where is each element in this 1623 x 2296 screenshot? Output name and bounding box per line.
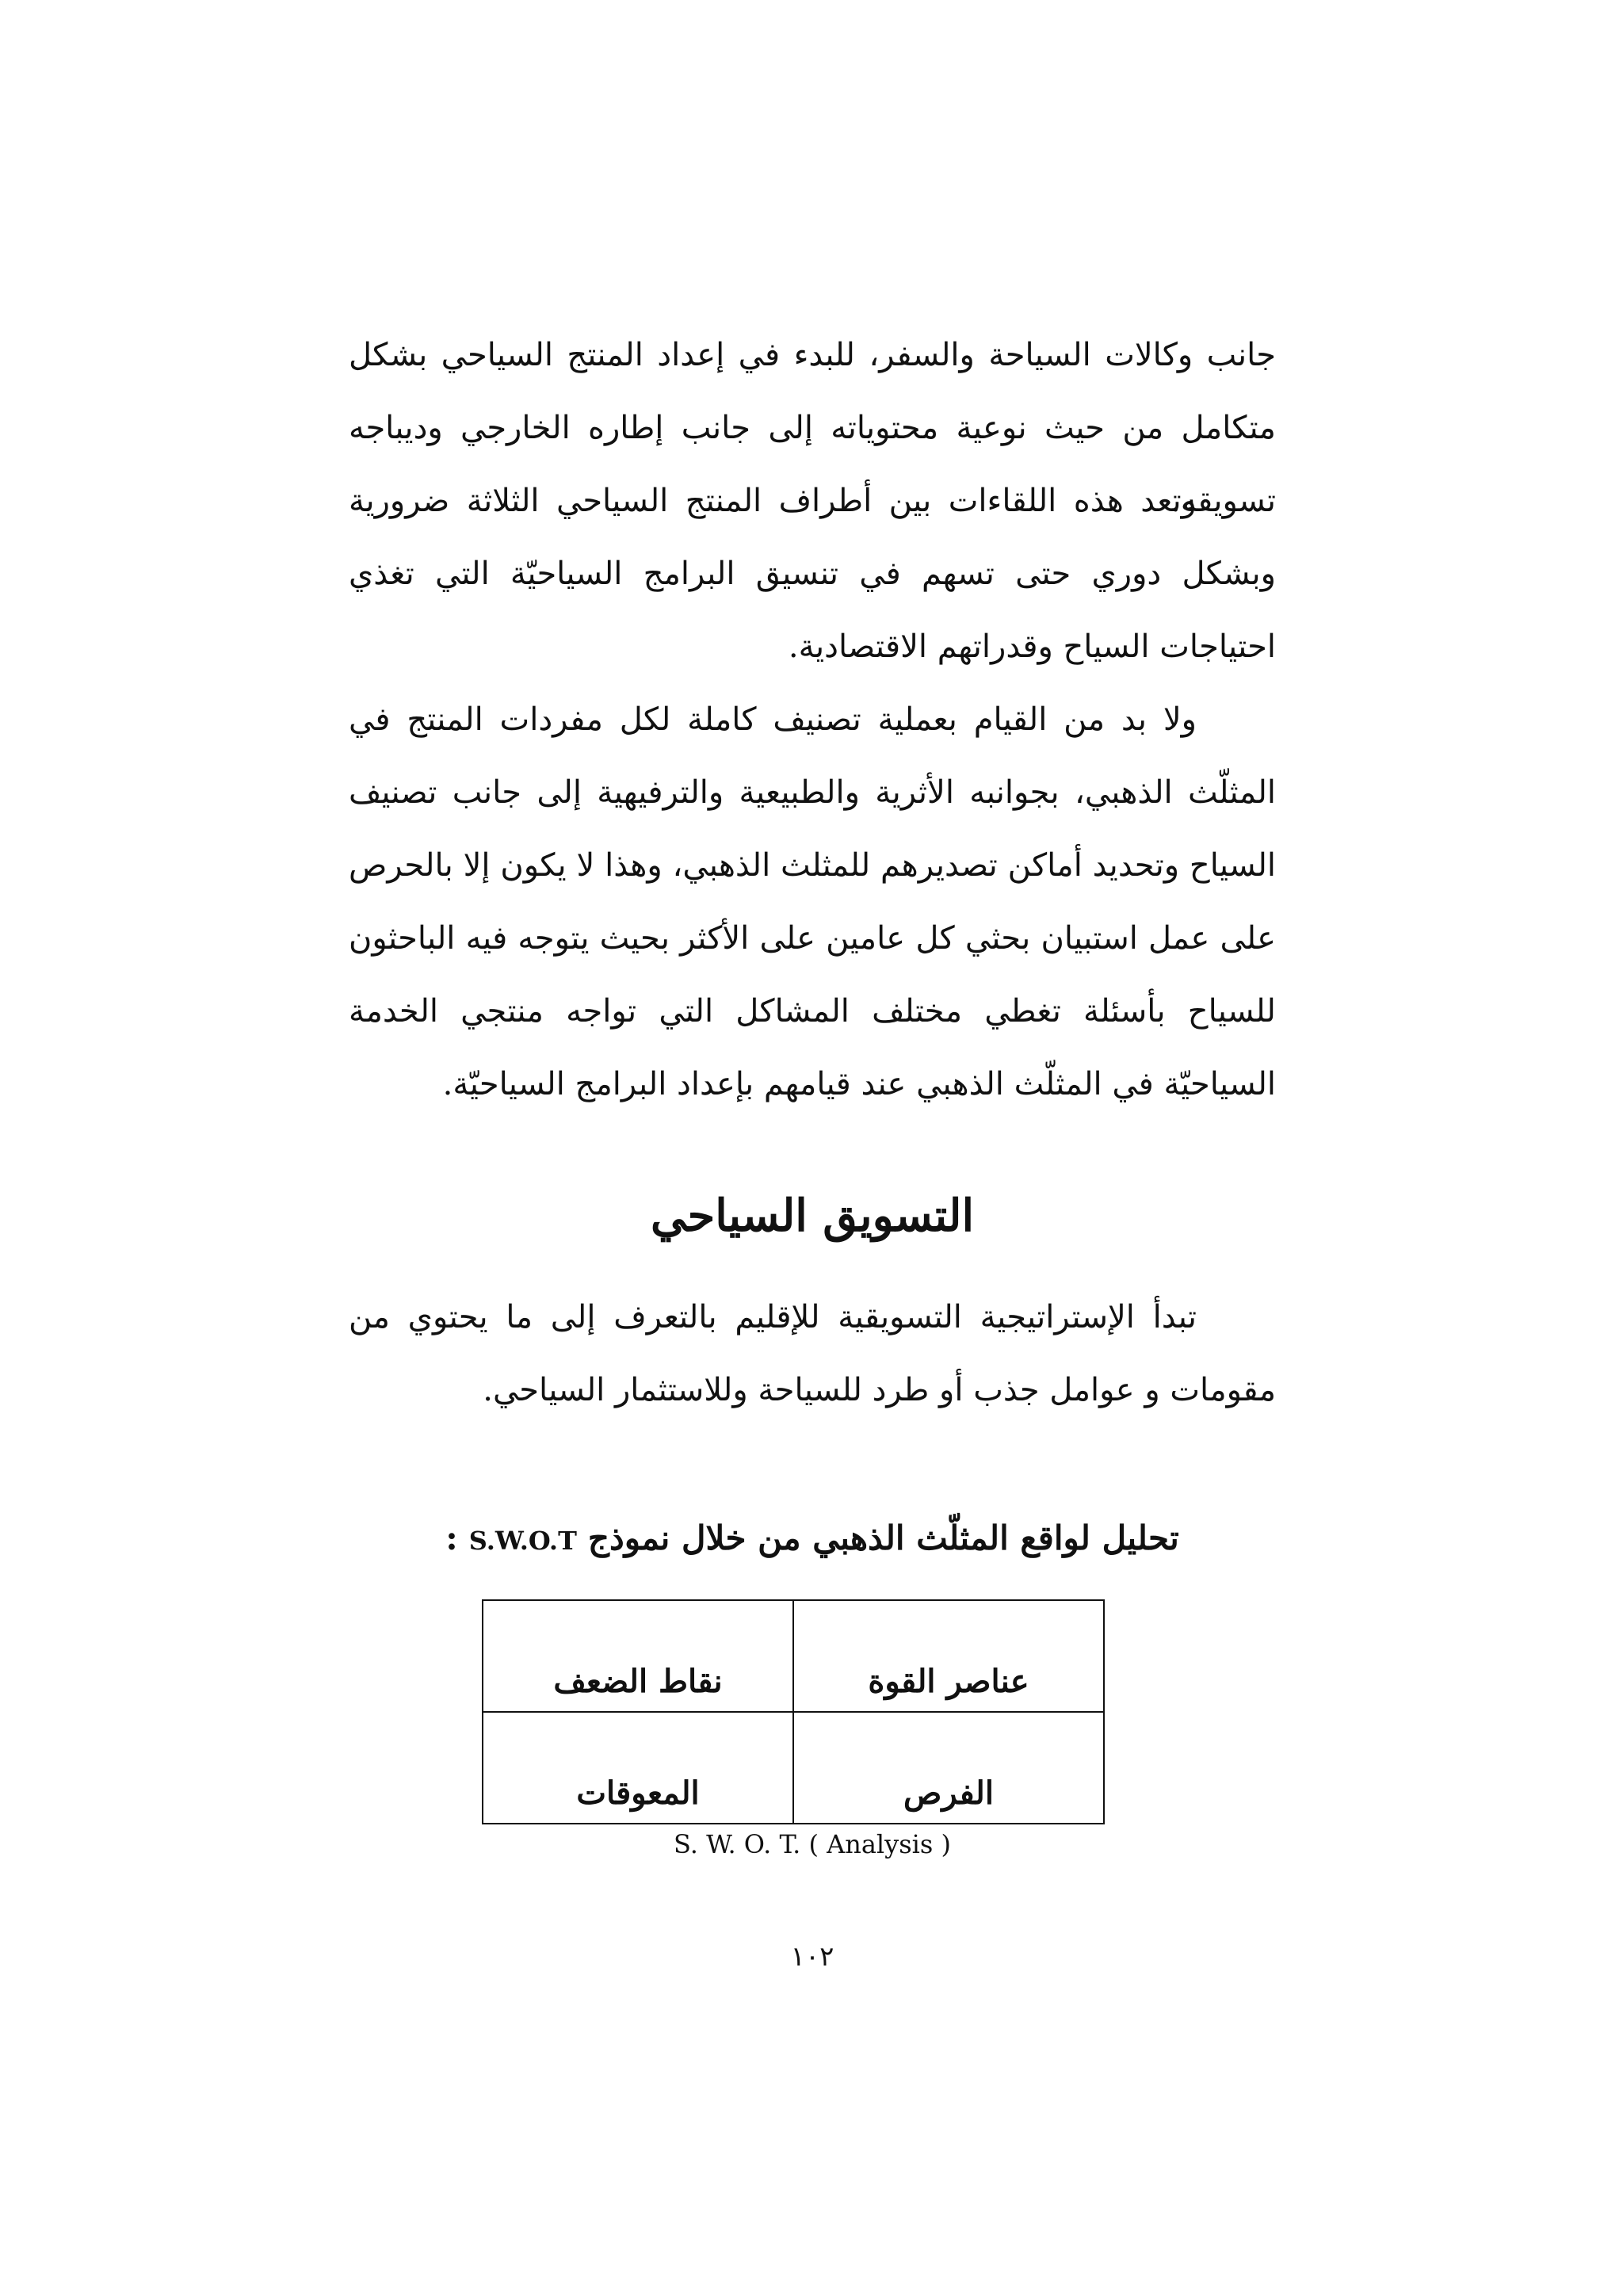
paragraph-continuation: جانب وكالات السياحة والسفر، للبدء في إعداد المنتج السياحي بشكل متكامل من حيث نوعية محتوياته إلى جانب إطاره الخارجي وديباجه تسويقه. bbox=[349, 337, 1277, 519]
table-caption bbox=[349, 1511, 1276, 1568]
swot-weaknesses-cell: نقاط الضعف bbox=[483, 1600, 793, 1712]
table-caption-latin: S.W.O.T bbox=[468, 1526, 577, 1556]
table-footnote: S. W. O. T. ( Analysis ) bbox=[674, 1829, 951, 1859]
swot-opportunities-cell: الفرص bbox=[793, 1712, 1104, 1824]
swot-strengths-cell: عناصر القوة bbox=[793, 1600, 1104, 1712]
paragraph-meetings: وتعد هذه اللقاءات بين أطراف المنتج السياحي الثلاثة ضرورية وبشكل دوري حتى تسهم في تنسيق البرامج السياحيّة التي تغذي احتياجات السياح وقدراتهم الاقتصادية. bbox=[349, 483, 1276, 665]
swot-threats-cell: المعوقات bbox=[483, 1712, 793, 1824]
table-caption-arabic: تحليل لواقع المثلّث الذهبي من خلال نموذج bbox=[587, 1519, 1179, 1557]
table-caption-colon: : bbox=[445, 1519, 458, 1557]
page-number: ١٠٢ bbox=[790, 1941, 834, 1973]
paragraph-strategy: تبدأ الإستراتيجية التسويقية للإقليم بالتعرف إلى ما يحتوي من مقومات و عوامل جذب أو طرد للسياحة وللاستثمار السياحي. bbox=[349, 1299, 1276, 1408]
swot-table bbox=[482, 1599, 1105, 1824]
table-row bbox=[483, 1712, 1104, 1824]
table-row bbox=[483, 1600, 1104, 1712]
paragraph-classification: ولا بد من القيام بعملية تصنيف كاملة لكل مفردات المنتج في المثلّث الذهبي، بجوانبه الأثرية والطبيعية والترفيهية إلى جانب تصنيف السياح وتحديد أماكن تصديرهم للمثلث الذهبي، وهذا لا يكون إلا بالحرص على عمل استبيان بحثي كل عامين على الأكثر بحيث يتوجه فيه الباحثون للسياح بأسئلة تغطي مختلف المشاكل التي تواجه منتجي الخدمة السياحيّة في المثلّث الذهبي عند قيامهم بإعداد البرامج السياحيّة. bbox=[349, 701, 1276, 1102]
section-heading: التسويق السياحي bbox=[650, 1190, 975, 1242]
